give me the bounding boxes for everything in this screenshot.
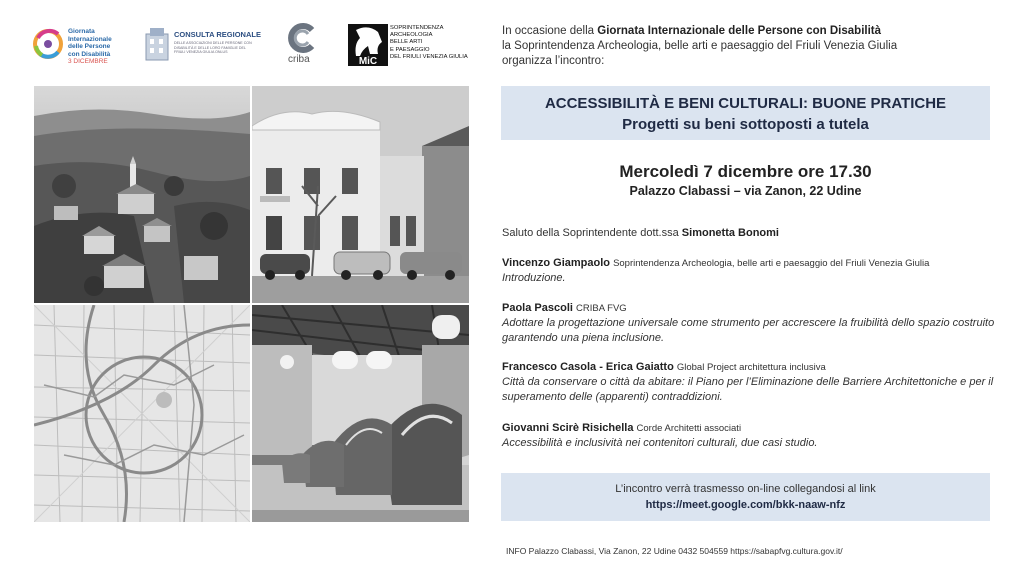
- speaker-name: Giovanni Scirè Risichella: [502, 422, 634, 434]
- mic-mark: MiC: [358, 56, 378, 66]
- consulta-subtitle: DELLE ASSOCIAZIONI DELLE PERSONE CON DISABILITÀ E DELLE LORO FAMIGLIE DEL FRIULI VENEZIA GIULIA ONLUS: [174, 41, 252, 55]
- intro-text: [502, 24, 1002, 69]
- stream-text: L’incontro verrà trasmesso on-line collegandosi al link: [615, 483, 876, 495]
- banner-title: ACCESSIBILITÀ E BENI CULTURALI: BUONE PRATICHE: [544, 95, 947, 112]
- logo-consulta-regionale: [144, 26, 264, 66]
- speaker-item: [502, 301, 997, 346]
- mic-line5: DEL FRIULI VENEZIA GIULIA: [390, 53, 468, 60]
- consulta-building-icon: [144, 26, 172, 64]
- event-date: Mercoledì 7 dicembre ore 17.30: [619, 162, 872, 181]
- logo-mic-soprintendenza: [348, 24, 468, 68]
- mic-emblem-icon: [348, 24, 388, 66]
- giornata-line4: con Disabilità: [68, 50, 111, 58]
- speaker-item: [502, 256, 997, 286]
- giornata-line3: delle Persone: [68, 43, 111, 51]
- photo-city-map: [34, 305, 250, 522]
- speaker-item: [502, 360, 997, 405]
- speaker-item: [502, 421, 997, 451]
- mic-line2: ARCHEOLOGIA: [390, 32, 433, 39]
- consulta-title: CONSULTA REGIONALE: [174, 30, 261, 39]
- speaker-talk-title: Città da conservare o città da abitare: il Piano per l’Eliminazione delle Barriere Architettoniche e per il superamento delle (apparenti) contraddizioni.: [502, 376, 994, 403]
- speaker-affiliation: CRIBA FVG: [576, 303, 627, 314]
- welcome-prefix: Saluto della Soprintendente dott.ssa: [502, 227, 682, 239]
- speaker-name: Francesco Casola - Erica Gaiatto: [502, 361, 674, 373]
- logo-giornata: [32, 24, 132, 68]
- info-footer: INFO Palazzo Clabassi, Via Zanon, 22 Udine 0432 504559 https://sabapfvg.cultura.gov.it/: [506, 546, 843, 556]
- welcome-name: Simonetta Bonomi: [681, 227, 779, 239]
- stream-link[interactable]: https://meet.google.com/bkk-naaw-nfz: [645, 499, 846, 511]
- mic-line1: SOPRINTENDENZA: [390, 25, 444, 31]
- photo-aerial-village: [34, 86, 250, 303]
- banner-subtitle: Progetti su beni sottoposti a tutela: [622, 116, 869, 133]
- intro-prefix: In occasione della: [502, 25, 598, 37]
- criba-word: criba: [288, 54, 310, 65]
- intro-line1: [502, 24, 1002, 39]
- speaker-affiliation: Soprintendenza Archeologia, belle arti e paesaggio del Friuli Venezia Giulia: [613, 258, 930, 269]
- mic-line4: E PAESAGGIO: [390, 46, 430, 53]
- speaker-talk-title: Introduzione.: [502, 272, 566, 284]
- speaker-affiliation: Corde Architetti associati: [636, 423, 742, 434]
- photo-industrial-hall: [252, 305, 469, 522]
- giornata-emblem-icon: [32, 26, 66, 66]
- stream-box: [501, 473, 990, 521]
- speaker-name: Vincenzo Giampaolo: [502, 257, 610, 269]
- giornata-line1: Giornata: [68, 28, 95, 35]
- criba-c-icon: [286, 22, 318, 54]
- intro-line3: organizza l’incontro:: [502, 55, 605, 67]
- title-banner: [501, 86, 990, 140]
- photo-palazzo-facade: [252, 86, 469, 303]
- intro-event: Giornata Internazionale delle Persone con Disabilità: [597, 25, 882, 37]
- speaker-affiliation: Global Project architettura inclusiva: [676, 362, 826, 373]
- welcome-line: [502, 226, 997, 241]
- speaker-talk-title: Accessibilità e inclusività nei contenitori culturali, due casi studio.: [502, 437, 818, 449]
- event-place: Palazzo Clabassi – via Zanon, 22 Udine: [629, 184, 862, 198]
- speaker-talk-title: Adottare la progettazione universale come strumento per accrescere la fruibilità dello spazio costruito garantendo una piena inclusione.: [502, 317, 995, 344]
- logo-criba: [284, 22, 324, 68]
- photo-grid: [34, 86, 469, 522]
- speaker-name: Paola Pascoli: [502, 302, 573, 314]
- giornata-line2: Internazionale: [68, 35, 112, 43]
- intro-line2: la Soprintendenza Archeologia, belle arti e paesaggio del Friuli Venezia Giulia: [502, 40, 898, 52]
- giornata-date: 3 DICEMBRE: [68, 58, 108, 66]
- mic-line3: BELLE ARTI: [390, 39, 423, 46]
